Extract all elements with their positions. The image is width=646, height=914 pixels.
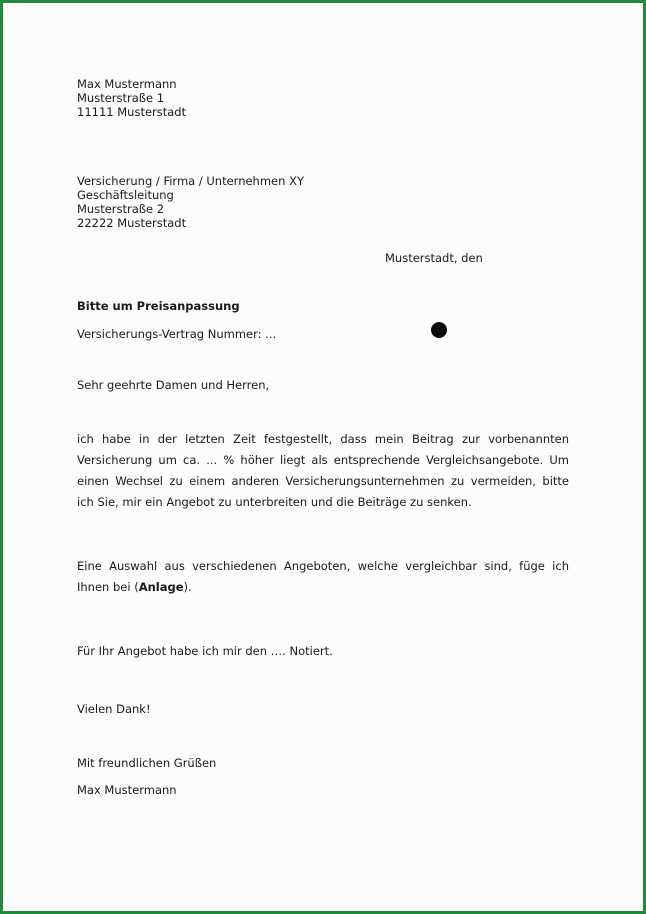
paragraph2-line xyxy=(77,577,569,598)
signature-name: Max Mustermann xyxy=(77,783,177,797)
recipient-address xyxy=(77,174,304,230)
paragraph2-line: Eine Auswahl aus verschiedenen Angeboten, welche vergleichbar sind, füge ich xyxy=(77,559,569,573)
paragraph1-line: ich habe in der letzten Zeit festgestellt, dass mein Beitrag zur vorbenannten xyxy=(77,432,569,446)
sender-address xyxy=(77,77,186,119)
paragraph1-line: einen Wechsel zu einem anderen Versicherungsunternehmen zu vermeiden, bitte xyxy=(77,474,569,488)
body-paragraph-3: Für Ihr Angebot habe ich mir den …. Notiert. xyxy=(77,644,333,658)
black-dot-mark xyxy=(431,322,447,338)
paragraph2-prefix: Ihnen bei ( xyxy=(77,580,139,594)
thanks-line: Vielen Dank! xyxy=(77,702,151,716)
paragraph1-line: ich Sie, mir ein Angebot zu unterbreiten und die Beiträge zu senken. xyxy=(77,495,472,509)
recipient-company: Versicherung / Firma / Unternehmen XY xyxy=(77,174,304,188)
recipient-street: Musterstraße 2 xyxy=(77,202,165,216)
sender-city: 11111 Musterstadt xyxy=(77,105,187,119)
contract-number-line: Versicherungs-Vertrag Nummer: ... xyxy=(77,327,277,341)
sender-name: Max Mustermann xyxy=(77,77,177,91)
attachment-label: Anlage xyxy=(138,580,184,594)
paragraph1-line: Versicherung um ca. ... % höher liegt als entsprechende Vergleichsangebote. Um xyxy=(77,453,569,467)
recipient-city: 22222 Musterstadt xyxy=(77,216,187,230)
salutation: Sehr geehrte Damen und Herren, xyxy=(77,378,270,392)
body-paragraph-2 xyxy=(77,556,569,598)
closing-line: Mit freundlichen Grüßen xyxy=(77,756,217,770)
recipient-department: Geschäftsleitung xyxy=(77,188,174,202)
paragraph2-suffix: ). xyxy=(183,580,192,594)
body-paragraph-1 xyxy=(77,429,569,513)
sender-street: Musterstraße 1 xyxy=(77,91,165,105)
date-line: Musterstadt, den xyxy=(385,251,483,265)
subject-line: Bitte um Preisanpassung xyxy=(77,299,240,313)
